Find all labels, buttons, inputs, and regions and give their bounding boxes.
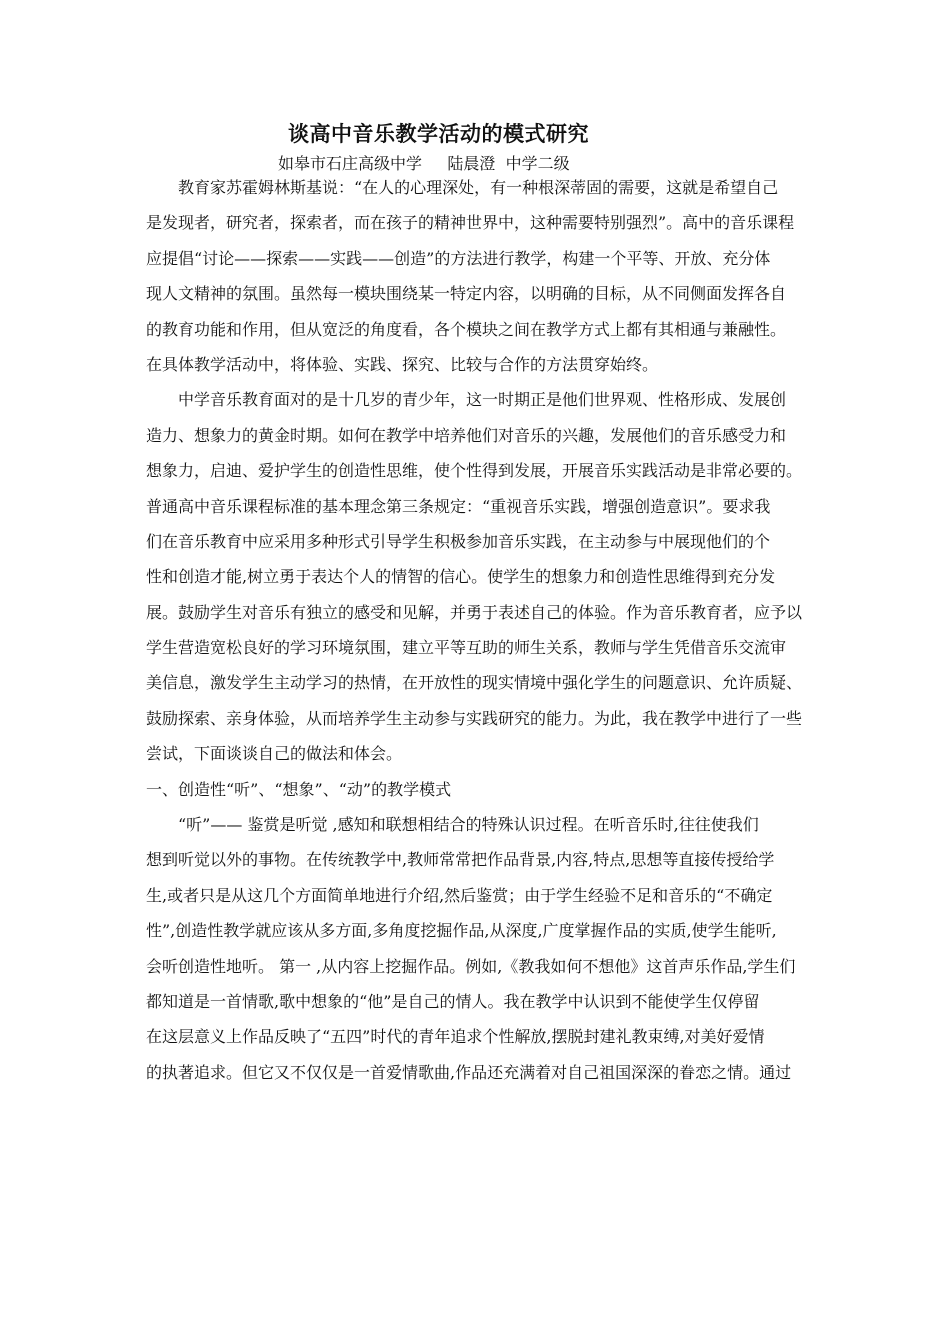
paragraph-line: 美信息，激发学生主动学习的热情，在开放性的现实情境中强化学生的问题意识、允许质疑、 bbox=[146, 673, 803, 693]
paragraph-line: 在具体教学活动中，将体验、实践、探究、比较与合作的方法贯穿始终。 bbox=[146, 354, 659, 374]
paragraph-line: 们在音乐教育中应采用多种形式引导学生积极参加音乐实践，在主动参与中展现他们的个 bbox=[146, 531, 771, 551]
paragraph-line: 尝试，下面谈谈自己的做法和体会。 bbox=[146, 744, 403, 764]
paragraph-line: 造力、想象力的黄金时期。如何在教学中培养他们对音乐的兴趣，发展他们的音乐感受力和 bbox=[146, 425, 787, 445]
paragraph-line: 性”,创造性教学就应该从多方面,多角度挖掘作品,从深度,广度掌握作品的实质,使学生能听, bbox=[146, 921, 777, 941]
paragraph-line: 是发现者，研究者，探索者，而在孩子的精神世界中，这种需要特别强烈”。高中的音乐课程 bbox=[146, 213, 795, 233]
paragraph-line: 应提倡“讨论——探索——实践——创造”的方法进行教学，构建一个平等、开放、充分体 bbox=[146, 248, 771, 268]
paragraph-line: 鼓励探索、亲身体验，从而培养学生主动参与实践研究的能力。为此，我在教学中进行了一些 bbox=[146, 708, 803, 728]
paragraph-line: 想到听觉以外的事物。在传统教学中,教师常常把作品背景,内容,特点,思想等直接传授给学 bbox=[146, 850, 775, 870]
paragraph-line: 教育家苏霍姆林斯基说：“在人的心理深处，有一种根深蒂固的需要，这就是希望自己 bbox=[178, 178, 779, 197]
paragraph-line: 都知道是一首情歌,歌中想象的“他”是自己的情人。我在教学中认识到不能使学生仅停留 bbox=[146, 991, 760, 1011]
paragraph-line: “听”—— 鉴赏是听觉 ,感知和联想相结合的特殊认识过程。在听音乐时,往往使我们 bbox=[178, 815, 759, 835]
author-byline: 如皋市石庄高级中学 陆晨澄 中学二级 bbox=[278, 154, 570, 173]
section-heading: 一、创造性“听”、“想象”、“动”的教学模式 bbox=[146, 779, 452, 799]
paragraph-line: 在这层意义上作品反映了“五四”时代的青年追求个性解放,摆脱封建礼教束缚,对美好爱情 bbox=[146, 1027, 765, 1047]
paragraph-line: 中学音乐教育面对的是十几岁的青少年，这一时期正是他们世界观、性格形成、发展创 bbox=[178, 390, 787, 410]
paragraph-line: 性和创造才能,树立勇于表达个人的情智的信心。使学生的想象力和创造性思维得到充分发 bbox=[146, 567, 776, 587]
paragraph-line: 普通高中音乐课程标准的基本理念第三条规定：“重视音乐实践，增强创造意识”。要求我 bbox=[146, 496, 771, 516]
paragraph-line: 学生营造宽松良好的学习环境氛围，建立平等互助的师生关系，教师与学生凭借音乐交流审 bbox=[146, 638, 787, 658]
paragraph-line: 想象力，启迪、爱护学生的创造性思维，使个性得到发展，开展音乐实践活动是非常必要的。 bbox=[146, 461, 803, 481]
document-title: 谈高中音乐教学活动的模式研究 bbox=[288, 121, 589, 146]
paragraph-line: 会听创造性地听。 第一 ,从内容上挖掘作品。例如,《教我如何不想他》这首声乐作品,学生们 bbox=[146, 956, 796, 976]
paragraph-line: 的执著追求。但它又不仅仅是一首爱情歌曲,作品还充满着对自己祖国深深的眷恋之情。通过 bbox=[146, 1062, 792, 1082]
paragraph-line: 生,或者只是从这几个方面简单地进行介绍,然后鉴赏；由于学生经验不足和音乐的“不确定 bbox=[146, 885, 773, 905]
paragraph-line: 的教育功能和作用，但从宽泛的角度看，各个模块之间在教学方式上都有其相通与兼融性。 bbox=[146, 319, 787, 339]
document-body bbox=[146, 178, 810, 1098]
paragraph-line: 展。鼓励学生对音乐有独立的感受和见解，并勇于表述自己的体验。作为音乐教育者，应予以 bbox=[146, 602, 803, 622]
paragraph-line: 现人文精神的氛围。虽然每一模块围绕某一特定内容，以明确的目标，从不同侧面发挥各自 bbox=[146, 284, 787, 304]
